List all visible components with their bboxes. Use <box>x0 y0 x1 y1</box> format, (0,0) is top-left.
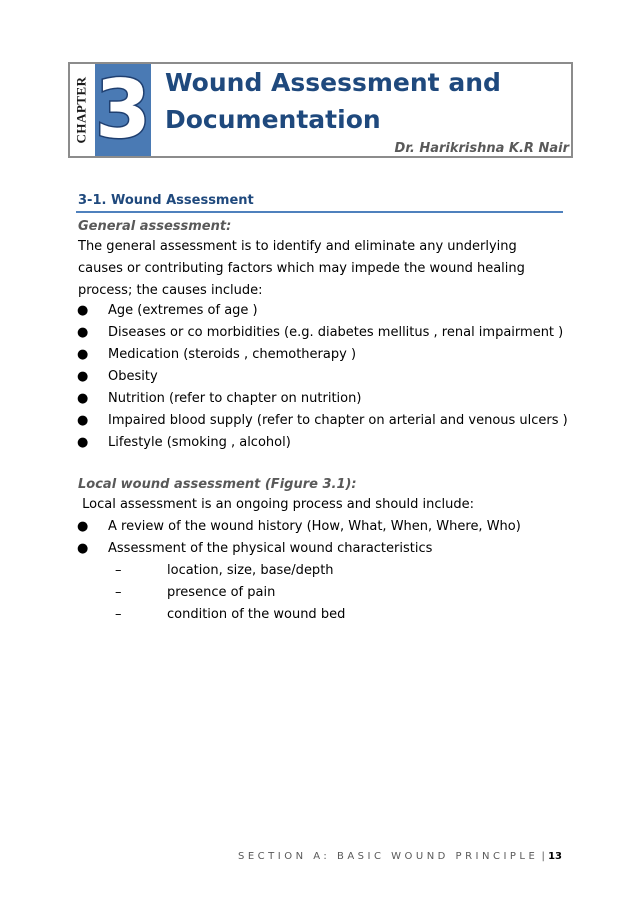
list-item: ● Nutrition (refer to chapter on nutrition) <box>0 388 568 410</box>
bullet-icon: ● <box>77 435 89 450</box>
list-item: ● Medication (steroids , chemotherapy ) <box>0 344 568 366</box>
bullet-icon: ● <box>77 347 89 362</box>
list-item: ● Diseases or co morbidities (e.g. diabetes mellitus , renal impairment ) <box>0 322 568 344</box>
bullet-icon: ● <box>77 325 89 340</box>
list-item: ● Obesity <box>0 366 568 388</box>
bullet-icon: ● <box>77 413 89 428</box>
chapter-title-line1: Wound Assessment and <box>165 68 501 97</box>
section-heading: 3-1. Wound Assessment <box>78 193 254 208</box>
local-assessment-list <box>0 516 521 560</box>
section-rule <box>76 211 563 213</box>
list-item: ● Lifestyle (smoking , alcohol) <box>0 432 568 454</box>
chapter-number: 3 <box>95 63 151 156</box>
list-item: – presence of pain <box>0 582 345 604</box>
list-item: ● A review of the wound history (How, What, When, Where, Who) <box>0 516 521 538</box>
bullet-icon: ● <box>77 541 89 556</box>
list-item: ● Impaired blood supply (refer to chapter on arterial and venous ulcers ) <box>0 410 568 432</box>
dash-icon: – <box>115 607 122 622</box>
general-causes-list <box>0 300 568 454</box>
chapter-number-block <box>95 64 151 156</box>
chapter-title <box>165 64 501 138</box>
footer-separator: | <box>541 851 545 862</box>
page-footer <box>238 851 562 862</box>
list-item: – location, size, base/depth <box>0 560 345 582</box>
general-assessment-subheading: General assessment: <box>78 219 232 234</box>
local-assessment-subheading: Local wound assessment (Figure 3.1): <box>78 477 357 492</box>
dash-icon: – <box>115 585 122 600</box>
page-number: 13 <box>548 851 562 862</box>
general-assessment-intro: The general assessment is to identify and eliminate any underlying causes or contributing factors which may impede the wound healing process; the causes include: <box>78 239 525 298</box>
list-item: – condition of the wound bed <box>0 604 345 626</box>
bullet-icon: ● <box>77 369 89 384</box>
bullet-icon: ● <box>77 391 89 406</box>
bullet-icon: ● <box>77 519 89 534</box>
footer-section-label: SECTION A: BASIC WOUND PRINCIPLE <box>238 851 539 862</box>
chapter-author: Dr. Harikrishna K.R Nair <box>394 141 569 156</box>
bullet-icon: ● <box>77 303 89 318</box>
list-item: ● Assessment of the physical wound characteristics <box>0 538 521 560</box>
chapter-label: CHAPTER <box>74 76 89 144</box>
dash-icon: – <box>115 563 122 578</box>
wound-characteristics-list <box>0 560 345 626</box>
local-assessment-intro: Local assessment is an ongoing process and should include: <box>78 497 474 512</box>
chapter-title-line2: Documentation <box>165 105 381 134</box>
list-item: ● Age (extremes of age ) <box>0 300 568 322</box>
